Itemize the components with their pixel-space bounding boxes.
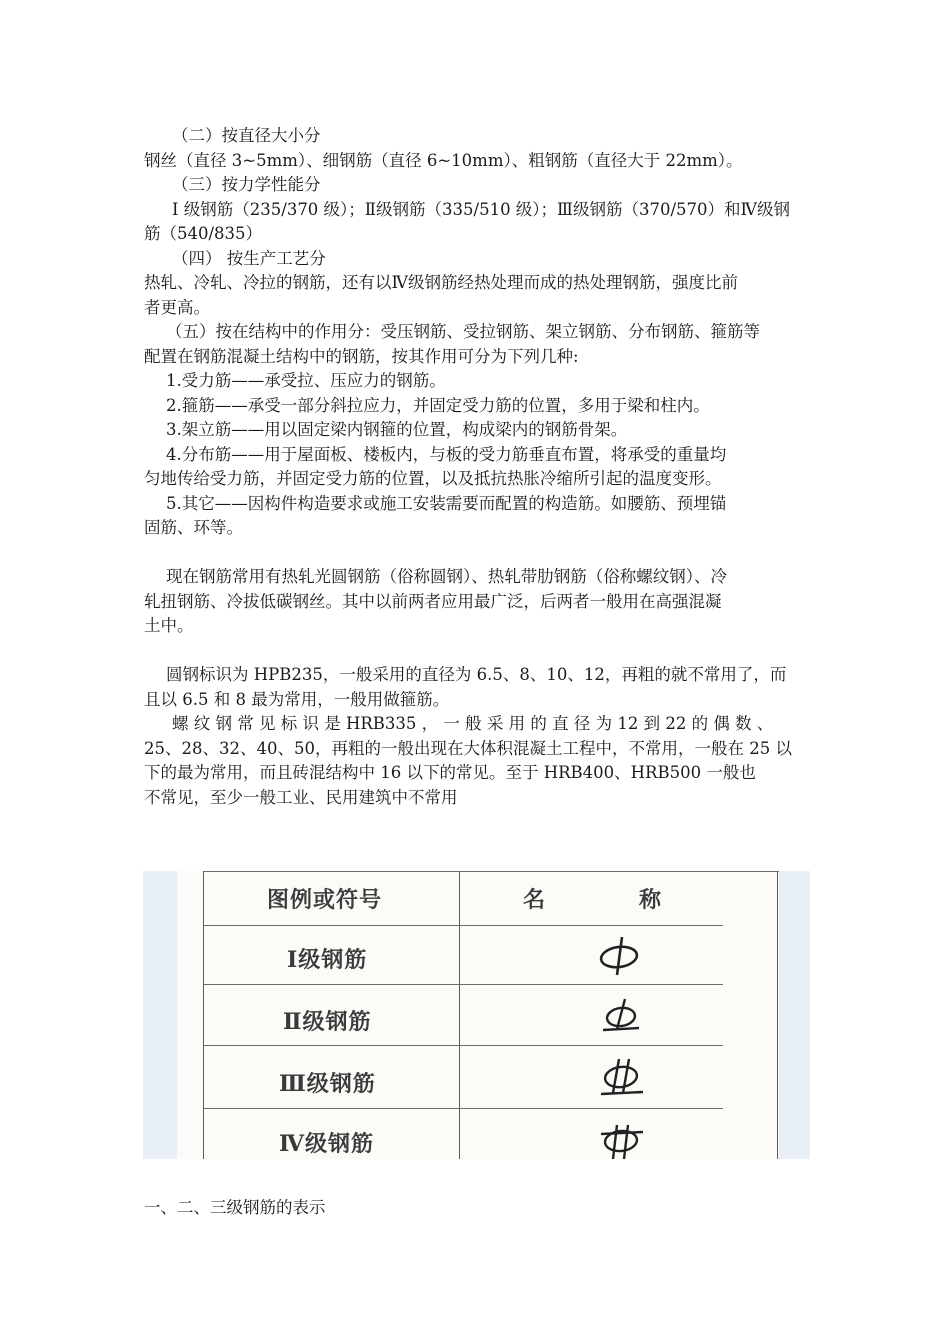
- grade-4-rebar-symbol-icon: [593, 1119, 649, 1159]
- paragraph-rebar-line3: 下的最为常用，而且砖混结构中 16 以下的常见。至于 HRB400、HRB500 一般也: [144, 763, 756, 782]
- paragraph-mechanical-line2: 筋（540/835）: [144, 224, 263, 243]
- list-item-2: 2.箍筋——承受一部分斜拉应力，并固定受力筋的位置，多用于梁和柱内。: [166, 395, 710, 415]
- list-item-4-line1: 4.分布筋——用于屋面板、楼板内，与板的受力筋垂直布置，将承受的重量均: [166, 444, 727, 464]
- paragraph-rebar-line1: 螺 纹 钢 常 见 标 识 是 HRB335 ， 一 般 采 用 的 直 径 为 12 到 22 的 偶 数 、: [172, 714, 774, 733]
- table-header-name-b: 称: [639, 887, 663, 913]
- paragraph-rebar-line4: 不常见，至少一般工业、民用建筑中不常用: [144, 787, 458, 807]
- list-item-5-line1: 5.其它——因构件构造要求或施工安装需要而配置的构造筋。如腰筋、预埋锚: [166, 493, 727, 513]
- list-item-1: 1.受力筋——承受拉、压应力的钢筋。: [166, 371, 446, 390]
- paragraph-diameter: 钢丝（直径 3~5mm）、细钢筋（直径 6~10mm）、粗钢筋（直径大于 22mm）。: [144, 150, 743, 170]
- grade-2-rebar-symbol-icon: [597, 995, 645, 1039]
- document-body: [144, 124, 808, 810]
- paragraph-common-rebar-line2: 轧扭钢筋、冷拔低碳钢丝。其中以前两者应用最广泛，后两者一般用在高强混凝: [144, 591, 722, 611]
- table-row-label-2: Ⅱ级钢筋: [283, 1009, 372, 1035]
- paragraph-process-line1: 热轧、冷轧、冷拉的钢筋，还有以Ⅳ级钢筋经热处理而成的热处理钢筋，强度比前: [144, 273, 738, 292]
- paragraph-round-steel-line1: 圆钢标识为 HPB235，一般采用的直径为 6.5、8、10、12，再粗的就不常用了，而: [166, 665, 787, 684]
- list-item-5-line2: 固筋、环等。: [144, 518, 243, 537]
- grade-1-rebar-symbol-icon: [595, 933, 645, 977]
- paragraph-process-line2: 者更高。: [144, 297, 210, 317]
- table-row-label-1: Ⅰ级钢筋: [287, 947, 368, 973]
- paragraph-common-rebar-line3: 土中。: [144, 616, 194, 635]
- paragraph-function-line2: 配置在钢筋混凝土结构中的钢筋，按其作用可分为下列几种:: [144, 346, 579, 366]
- figure-caption: 一、二、三级钢筋的表示: [144, 1198, 326, 1217]
- grade-3-rebar-symbol-icon: [595, 1055, 647, 1103]
- heading-by-function: （五）按在结构中的作用分：受压钢筋、受拉钢筋、架立钢筋、分布钢筋、箍筋等: [166, 322, 760, 341]
- table-row-label-4: Ⅳ级钢筋: [279, 1131, 374, 1157]
- paragraph-common-rebar-line1: 现在钢筋常用有热轧光圆钢筋（俗称圆钢）、热轧带肋钢筋（俗称螺纹钢）、冷: [166, 567, 727, 586]
- table-header-name-a: 名: [523, 887, 547, 913]
- rebar-symbol-table: [177, 871, 779, 1159]
- heading-by-mechanical: （三）按力学性能分: [172, 175, 321, 194]
- paragraph-rebar-line2: 25、28、32、40、50，再粗的一般出现在大体积混凝土工程中，不常用，一般在 25 以: [144, 738, 792, 758]
- paragraph-round-steel-line2: 且以 6.5 和 8 最为常用，一般用做箍筋。: [144, 689, 450, 709]
- table-row-label-3: Ⅲ级钢筋: [279, 1071, 376, 1097]
- list-item-3: 3.架立筋——用以固定梁内钢箍的位置，构成梁内的钢筋骨架。: [166, 420, 628, 439]
- paragraph-mechanical-line1: Ⅰ 级钢筋（235/370 级）；Ⅱ级钢筋（335/510 级）；Ⅲ级钢筋（370/570）和Ⅳ级钢: [172, 199, 791, 219]
- table-header-symbol: 图例或符号: [267, 887, 383, 913]
- heading-by-diameter: （二）按直径大小分: [172, 126, 321, 145]
- list-item-4-line2: 匀地传给受力筋，并固定受力筋的位置，以及抵抗热胀冷缩所引起的温度变形。: [144, 469, 722, 488]
- rebar-symbol-table-image: [143, 871, 810, 1159]
- heading-by-process: （四） 按生产工艺分: [172, 248, 326, 268]
